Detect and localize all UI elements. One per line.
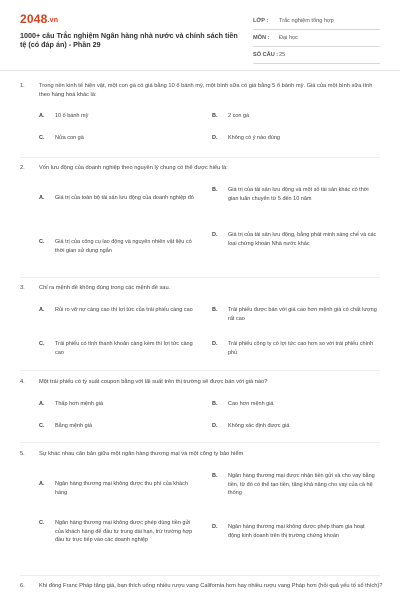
meta-value: Trắc nghiệm tổng hợp bbox=[279, 18, 334, 24]
option-text: Không xác định được giá bbox=[228, 423, 290, 429]
option-text: Rủi ro vỡ nợ càng cao thì lợi tức của trái phiếu càng cao bbox=[55, 307, 193, 313]
option-letter: A. bbox=[39, 195, 45, 201]
option-text: Giá trị của tài sản lưu động, bằng phát minh sáng chế và các loại chứng khoán Nhà nước khác bbox=[228, 232, 377, 247]
option-letter: A. bbox=[39, 401, 45, 407]
header-divider bbox=[0, 70, 400, 71]
option-letter: C. bbox=[39, 341, 45, 347]
option-text: Ngân hàng thương mại được nhận tiền gửi và cho vay bằng tiền, từ đó có thể tạo tiền, tăng khả năng cho vay của cả hệ thống bbox=[228, 473, 375, 496]
option-text: Trái phiếu có tính thanh khoản càng kém thì lợi tức càng cao bbox=[55, 341, 193, 356]
question-number: 1. bbox=[20, 83, 25, 89]
question-text: Chỉ ra mệnh đề không đúng trong các mệnh đề sau. bbox=[39, 285, 171, 291]
option-letter: D. bbox=[212, 524, 218, 530]
option-letter: C. bbox=[39, 135, 45, 141]
question-divider bbox=[20, 277, 380, 278]
meta-value: Đại học bbox=[279, 35, 298, 41]
option-letter: B. bbox=[212, 401, 218, 407]
option-letter: D. bbox=[212, 135, 218, 141]
option-letter: D. bbox=[212, 423, 218, 429]
option-letter: D. bbox=[212, 341, 218, 347]
option-letter: A. bbox=[39, 481, 45, 487]
site-logo[interactable] bbox=[20, 12, 58, 26]
logo-text: 2048 bbox=[20, 12, 48, 26]
question-number: 6. bbox=[20, 583, 25, 589]
meta-value: 25 bbox=[279, 52, 286, 58]
option-text: Giá trị của công cụ lao động và nguyên nhiên vật liệu có thời gian sử dụng ngắn bbox=[55, 239, 192, 254]
option-letter: C. bbox=[39, 239, 45, 245]
question-text: Trong nền kinh tế hiện vật, một con gà có giá bằng 10 ổ bánh mỳ, một bình sữa có giá bằng 5 ổ bánh mỳ. Giá của một bình sữa tính theo hàng hoá khác là: bbox=[39, 83, 373, 98]
option-text: Không có ý nào đúng bbox=[228, 135, 280, 141]
option-letter: A. bbox=[39, 307, 45, 313]
meta-row-subject bbox=[253, 30, 380, 47]
question-divider bbox=[20, 575, 380, 576]
option-text: Ngân hàng thương mại không được thu phí của khách hàng bbox=[55, 481, 188, 496]
question-divider bbox=[20, 370, 380, 371]
option-text: Cao hơn mệnh giá bbox=[228, 401, 274, 407]
option-letter: B. bbox=[212, 307, 218, 313]
document-header bbox=[20, 12, 380, 60]
question-number: 2. bbox=[20, 165, 25, 171]
document-meta bbox=[253, 13, 380, 64]
option-letter: B. bbox=[212, 473, 218, 479]
question-text: Vốn lưu động của doanh nghiệp theo nguyên lý chung có thể được hiểu là: bbox=[39, 165, 228, 171]
option-text: Thấp hơn mệnh giá bbox=[55, 401, 103, 407]
option-text: Ngân hàng thương mại không được phép dùng tiền gửi của khách hàng để đầu tư trung dài hạn, trừ trường hợp đầu tư trực tiếp vào các doanh nghiệp bbox=[55, 520, 193, 543]
option-text: Trái phiếu công ty có lợi tức cao hơn so với trái phiếu chính phủ bbox=[228, 341, 374, 356]
option-letter: C. bbox=[39, 423, 45, 429]
question-text: Một trái phiếu có tỷ suất coupon bằng với lãi suất trên thị trường sẽ được bán với giá nào? bbox=[39, 379, 268, 385]
option-text: Bằng mệnh giá bbox=[55, 423, 92, 429]
option-text: Giá trị của toàn bộ tài sản lưu động của doanh nghiệp đó bbox=[55, 195, 194, 201]
question-number: 4. bbox=[20, 379, 25, 385]
question-number: 5. bbox=[20, 451, 25, 457]
document-title: 1000+ câu Trắc nghiệm Ngân hàng nhà nước và chính sách tiền tệ (có đáp án) - Phần 29 bbox=[20, 31, 238, 49]
option-letter: C. bbox=[39, 520, 45, 526]
option-text: 2 con gà bbox=[228, 113, 250, 119]
option-letter: A. bbox=[39, 113, 45, 119]
option-text: Giá trị của tài sản lưu động và một số tài sản khác có thời gian luân chuyển từ 5 đến 10 năm bbox=[228, 187, 369, 202]
option-text: 10 ổ bánh mỳ bbox=[55, 113, 89, 119]
logo-suffix: .vn bbox=[47, 17, 59, 24]
question-number: 3. bbox=[20, 285, 25, 291]
option-letter: D. bbox=[212, 232, 218, 238]
option-text: Ngân hàng thương mại không được phép tham gia hoạt động kinh doanh trên thị trường chứng khoán bbox=[228, 524, 365, 539]
meta-row-class bbox=[253, 13, 380, 30]
meta-label: LỚP : bbox=[253, 18, 269, 24]
option-text: Nửa con gà bbox=[55, 135, 84, 141]
question-text: Sự khác nhau căn bản giữa một ngân hàng thương mại và một công ty bảo hiểm bbox=[39, 451, 244, 457]
meta-label: SỐ CÂU : bbox=[253, 52, 279, 58]
meta-row-count bbox=[253, 47, 380, 64]
question-divider bbox=[20, 442, 380, 443]
option-text: Trái phiếu được bán với giá cao hơn mệnh giá có chất lượng rất cao bbox=[228, 307, 377, 322]
meta-label: MÔN : bbox=[253, 35, 270, 41]
option-letter: B. bbox=[212, 113, 218, 119]
option-letter: B. bbox=[212, 187, 218, 193]
question-text: Khi đồng Franc Pháp tăng giá, bạn thích uống nhiều rượu vang California hơn hay nhiều rượu vang Pháp hơn (hỏi quả yếu tố số thích)? bbox=[39, 583, 383, 589]
question-divider bbox=[20, 157, 380, 158]
